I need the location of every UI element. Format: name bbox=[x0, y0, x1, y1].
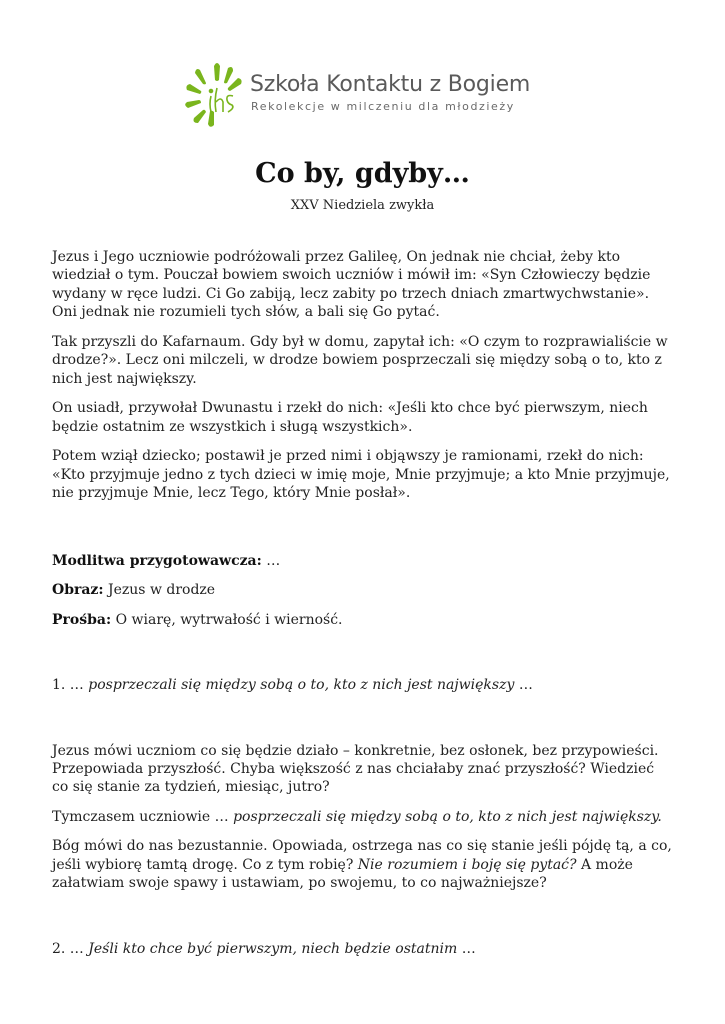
gospel-paragraph: Tak przyszli do Kafarnaum. Gdy był w domu, zapytał ich: «O czym to rozprawialiście w drodze?». Lecz oni milczeli, w drodze bowiem posprzeczali się między sobą o to, kto z nich jest największy. bbox=[52, 333, 668, 387]
point-heading-1 bbox=[52, 676, 672, 694]
gospel-paragraph: Jezus i Jego uczniowie podróżowali przez Galileę, On jednak nie chciał, żeby kto wiedział o tym. Pouczał bowiem swoich uczniów i mówił im: «Syn Człowieczy będzie wydany w ręce ludzi. Ci Go zabiją, lecz zabity po trzech dniach zmartwychwstanie». Oni jednak nie rozumieli tych słów, a bali się Go pytać. bbox=[52, 249, 651, 321]
request-label: Prośba: bbox=[52, 611, 112, 628]
point-quote: posprzeczali się między sobą o to, kto z nich jest największy bbox=[88, 677, 515, 694]
point-suffix: … bbox=[514, 677, 533, 694]
point-suffix: … bbox=[457, 940, 476, 957]
prayer-text: … bbox=[261, 552, 281, 569]
page-subtitle: XXV Niedziela zwykła bbox=[290, 198, 435, 213]
sun-logo-icon bbox=[184, 58, 250, 128]
gospel-paragraph: Potem wziął dziecko; postawił je przed nimi i objąwszy je ramionami, rzekł do nich: «Kto przyjmuje jedno z tych dzieci w imię moje, Mnie przyjmuje; a kto Mnie przyjmuje, nie przyjmuje Mnie, lecz Tego, który Mnie posłał». bbox=[52, 448, 670, 502]
reflection-paragraph bbox=[52, 808, 672, 826]
point-number: 1. … bbox=[52, 677, 89, 694]
document-body bbox=[52, 248, 672, 969]
gospel-paragraph: On usiadł, przywołał Dwunastu i rzekł do nich: «Jeśli kto chce być pierwszym, niech będzie ostatnim ze wszystkich i sługą wszystkich». bbox=[52, 400, 648, 435]
page-title: Co by, gdyby… bbox=[255, 158, 470, 189]
reflection-quote: Nie rozumiem i boję się pytać? bbox=[357, 856, 577, 873]
logo-subtitle: Rekolekcje w milczeniu dla młodzieży bbox=[251, 100, 515, 113]
reflection-text: A może załatwiam swoje spawy i ustawiam, po swojemu, to co najważniejsze? bbox=[52, 856, 633, 892]
point-heading-2 bbox=[52, 940, 672, 958]
prayer-label: Modlitwa przygotowawcza: bbox=[52, 552, 262, 569]
reflection-paragraph: Jezus mówi uczniom co się będzie działo – konkretnie, bez osłonek, bez przypowieści. Przepowiada przyszłość. Chyba większość z nas chciałaby znać przyszłość? Wiedzieć co się stanie za tydzień, miesiąc, jutro? bbox=[52, 742, 659, 796]
reflection-paragraph bbox=[52, 837, 672, 892]
prayer-line bbox=[52, 552, 672, 570]
logo bbox=[184, 58, 544, 128]
point-number: 2. … bbox=[52, 940, 89, 957]
reflection-text: Tymczasem uczniowie … bbox=[52, 808, 234, 825]
point-quote: Jeśli kto chce być pierwszym, niech będzie ostatnim bbox=[88, 940, 458, 957]
logo-title: Szkoła Kontaktu z Bogiem bbox=[250, 72, 531, 97]
request-text: O wiarę, wytrwałość i wierność. bbox=[111, 611, 343, 628]
image-label: Obraz: bbox=[52, 582, 104, 599]
image-text: Jezus w drodze bbox=[103, 582, 216, 599]
request-line bbox=[52, 611, 672, 629]
reflection-quote: posprzeczali się między sobą o to, kto z nich jest największy. bbox=[233, 808, 662, 825]
reflection-text: Bóg mówi do nas bezustannie. Opowiada, ostrzega nas co się stanie jeśli pójdę tą, a co, jeśli wybiorę tamtą drogę. Co z tym robię? bbox=[52, 838, 672, 873]
image-line bbox=[52, 581, 672, 599]
